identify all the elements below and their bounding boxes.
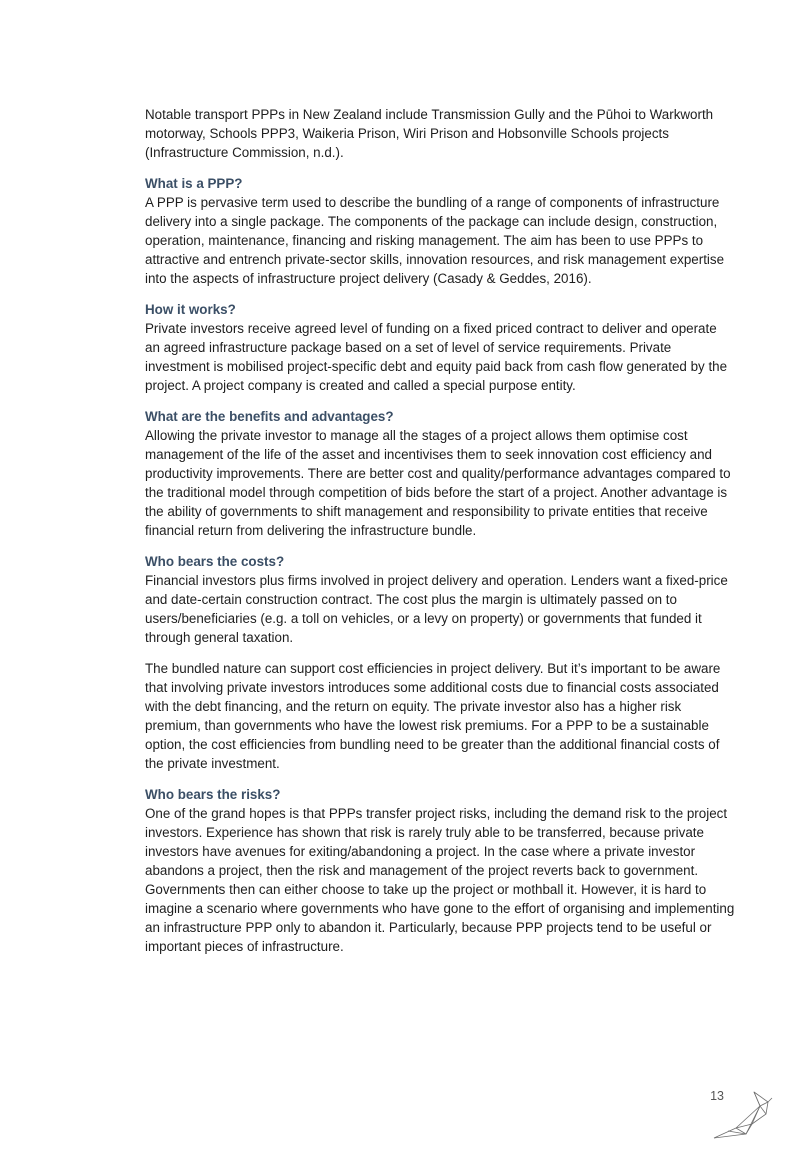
section-heading: What is a PPP?	[145, 176, 243, 191]
section-what-is-ppp	[145, 174, 735, 288]
intro-paragraph: Notable transport PPPs in New Zealand include Transmission Gully and the Pūhoi to Warkworth motorway, Schools PPP3, Waikeria Prison, Wiri Prison and Hobsonville Schools projects (Infrastructure Commission, n.d.).	[145, 107, 714, 160]
section-heading: What are the benefits and advantages?	[145, 409, 394, 424]
page-number: 13	[710, 1089, 724, 1103]
section-costs	[145, 552, 735, 773]
section-paragraph: Allowing the private investor to manage all the stages of a project allows them optimise cost management of the life of the asset and incentivises them to seek innovation cost efficiency and productivity improvements. There are better cost and quality/performance advantages compared to the traditional model through competition of bids before the start of a project. Another advantage is the ability of governments to shift management and responsibility to private entities that receive financial return from delivering the infrastructure bundle.	[145, 428, 731, 538]
section-paragraph: Financial investors plus firms involved in project delivery and operation. Lenders want a fixed-price and date-certain construction contract. The cost plus the margin is ultimately passed on to users/beneficiaries (e.g. a toll on vehicles, or a levy on property) or governments that funded it through general taxation.	[145, 573, 728, 645]
section-paragraph: Private investors receive agreed level of funding on a fixed priced contract to deliver and operate an agreed infrastructure package based on a set of level of service requirements. Private investment is mobilised project-specific debt and equity paid back from cash flow generated by the project. A project company is created and called a special purpose entity.	[145, 321, 728, 393]
section-risks	[145, 785, 735, 956]
section-paragraph: The bundled nature can support cost efficiencies in project delivery. But it’s important to be aware that involving private investors introduces some additional costs due to financial costs associated with the debt financing, and the return on equity. The private investor also has a higher risk premium, than governments who have the lowest risk premiums. For a PPP to be a sustainable option, the cost efficiencies from bundling need to be greater than the additional financial costs of the private investment.	[145, 661, 721, 771]
section-paragraph: One of the grand hopes is that PPPs transfer project risks, including the demand risk to the project investors. Experience has shown that risk is rarely truly able to be transferred, because private investors have avenues for exiting/abandoning a project. In the case where a private investor abandons a project, then the risk and management of the project reverts back to government. Governments then can either choose to take up the project or mothball it. However, it is hard to imagine a scenario where governments who have gone to the effort of organising and implementing an infrastructure PPP only to abandon it. Particularly, because PPP projects tend to be useful or important pieces of infrastructure.	[145, 806, 735, 954]
section-heading: How it works?	[145, 302, 236, 317]
section-benefits	[145, 407, 735, 540]
geometric-bird-logo-icon	[708, 1084, 774, 1142]
section-heading: Who bears the risks?	[145, 787, 281, 802]
document-body	[145, 105, 735, 968]
section-how-it-works	[145, 300, 735, 395]
section-paragraph: A PPP is pervasive term used to describe the bundling of a range of components of infrastructure delivery into a single package. The components of the package can include design, construction, operation, maintenance, financing and risking management. The aim has been to use PPPs to attractive and entrench private-sector skills, innovation resources, and risk management expertise into the aspects of infrastructure project delivery (Casady & Geddes, 2016).	[145, 195, 725, 286]
section-heading: Who bears the costs?	[145, 554, 285, 569]
